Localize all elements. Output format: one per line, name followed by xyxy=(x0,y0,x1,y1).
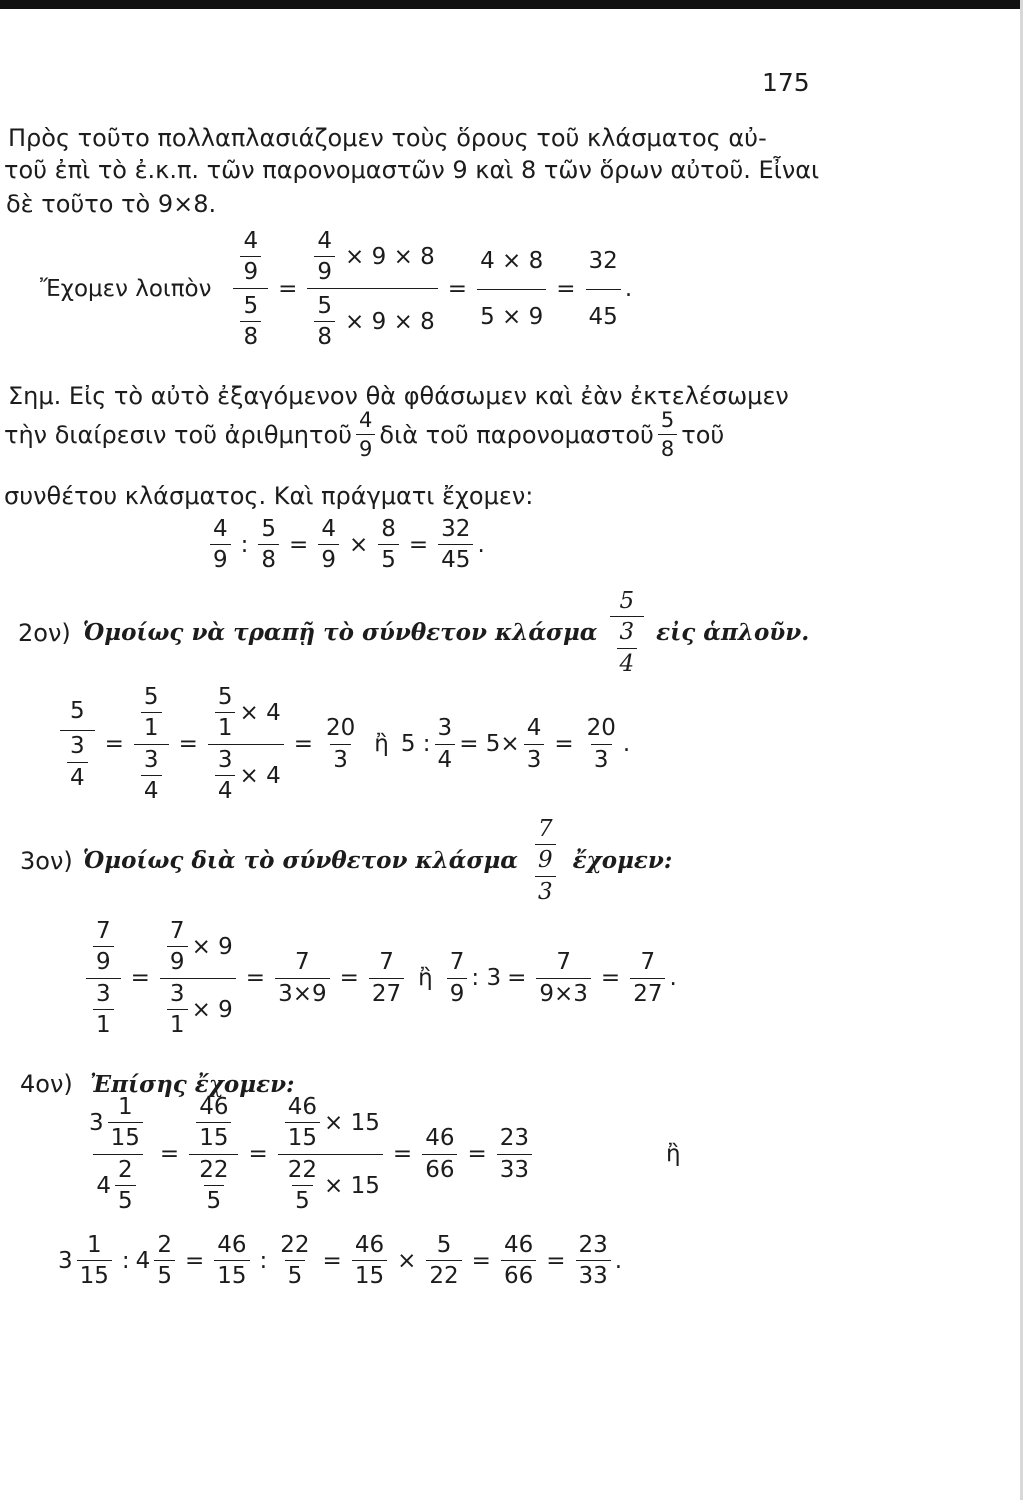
equation-2: 4 9 : $\frac{5}{8}$ = $\frac{4}{9}$ × $\frac{8}{5}$ = $\frac{32}{45}$ . xyxy=(206,516,485,574)
page-number: 175 xyxy=(762,68,810,97)
section-3-heading: 3ον) Ὁμοίως διὰ τὸ σύνθετον κλάσμα $\frac{7}{9}$ 3 ἔχομεν: xyxy=(20,816,673,905)
intro-line-1: Πρὸς τοῦτο πολλαπλασιάζομεν τοὺς ὅρους τοῦ κλάσματος αὐ- xyxy=(8,124,767,152)
equation-6: 3 1 15 : 4 2 5 = $\frac{46}{15}$ : $\frac{22}{5}$ = $\frac{46}{15}$ × $\frac{5}{22}$ = $\frac{46}{66}$ = $\frac{23}{33}$ . xyxy=(58,1232,623,1290)
eq1-product-fraction: $\frac{4 \times 8}{5 \times 9}$ xyxy=(477,248,546,330)
note-line-3: συνθέτου κλάσματος. Καὶ πράγματι ἔχομεν: xyxy=(4,482,534,510)
equation-4: $\frac{\frac{7}{9}}{\frac{3}{1}}$ = $\frac{7}{9}$ × 9 $\frac{3}{1}$ × 9 = $\frac{7}{3\times 9}$ = $\frac{7}{27}$ ἢ 7 9 : 3 = $\frac{7}{9\times 3}$ = $\frac{7}{27}$ . xyxy=(82,918,677,1039)
eq1-compound-fraction: $\frac{\frac{4}{9}}{\frac{5}{8}}$ xyxy=(233,228,268,351)
section-4-heading: 4ον) Ἐπίσης ἔχομεν: xyxy=(20,1070,295,1098)
section-2-heading: 2ον) Ὁμοίως νὰ τραπῇ τὸ σύνθετον κλάσμα 5 $\frac{3}{4}$ εἰς ἁπλοῦν. xyxy=(18,588,810,677)
note-line-2: τὴν διαίρεσιν τοῦ ἀριθμητοῦ 4 9 διὰ τοῦ παρονομαστοῦ 5 8 τοῦ xyxy=(4,408,725,462)
eq1-result: $\frac{32}{45}$ xyxy=(586,248,621,330)
scan-top-border xyxy=(0,0,1023,9)
intro-line-3: δὲ τοῦτο τὸ 9×8. xyxy=(6,190,217,218)
equation-3: $\frac{5}{\frac{3}{4}}$ = $\frac{\frac{5}{1}}{\frac{3}{4}}$ = $\frac{5}{1}$ × 4 $\frac{3}{4}$ × 4 = $\frac{20}{3}$ ἢ 5 : $\frac{3}{4}$ = 5× $\frac{4}{3}$ = $\frac{20}{3}$ . xyxy=(56,684,630,805)
note-line-1: Σημ. Εἰς τὸ αὐτὸ ἐξαγόμενον θὰ φθάσωμεν καὶ ἐὰν ἐκτελέσωμεν xyxy=(8,382,789,410)
eq1-label: Ἔχομεν λοιπὸν xyxy=(40,276,212,303)
equation-5: 3 1 15 4 2 5 = $\frac{\frac{46}{15}}{\frac{22}{5}}$ = $\frac{46}{15}$ × 15 $\frac{22}{5}$ × 15 = $\frac{46}{66}$ = $\frac{23}{33}$ ἢ xyxy=(89,1094,681,1215)
equation-1: Ἔχομεν λοιπὸν $\frac{\frac{4}{9}}{\frac{5}{8}}$ = $\frac{4}{9}$ × 9 × 8 $\frac{5}{8}$ × 9 × 8 = $\frac{4 \times 8}{5 \times 9}$ = $\frac{32}{45}$ . xyxy=(40,228,633,351)
eq1-expanded-fraction: $\frac{4}{9}$ × 9 × 8 $\frac{5}{8}$ × 9 × 8 xyxy=(307,228,437,351)
intro-line-2: τοῦ ἐπὶ τὸ ἐ.κ.π. τῶν παρονομαστῶν 9 καὶ 8 τῶν ὅρων αὐτοῦ. Εἶναι xyxy=(4,156,820,184)
